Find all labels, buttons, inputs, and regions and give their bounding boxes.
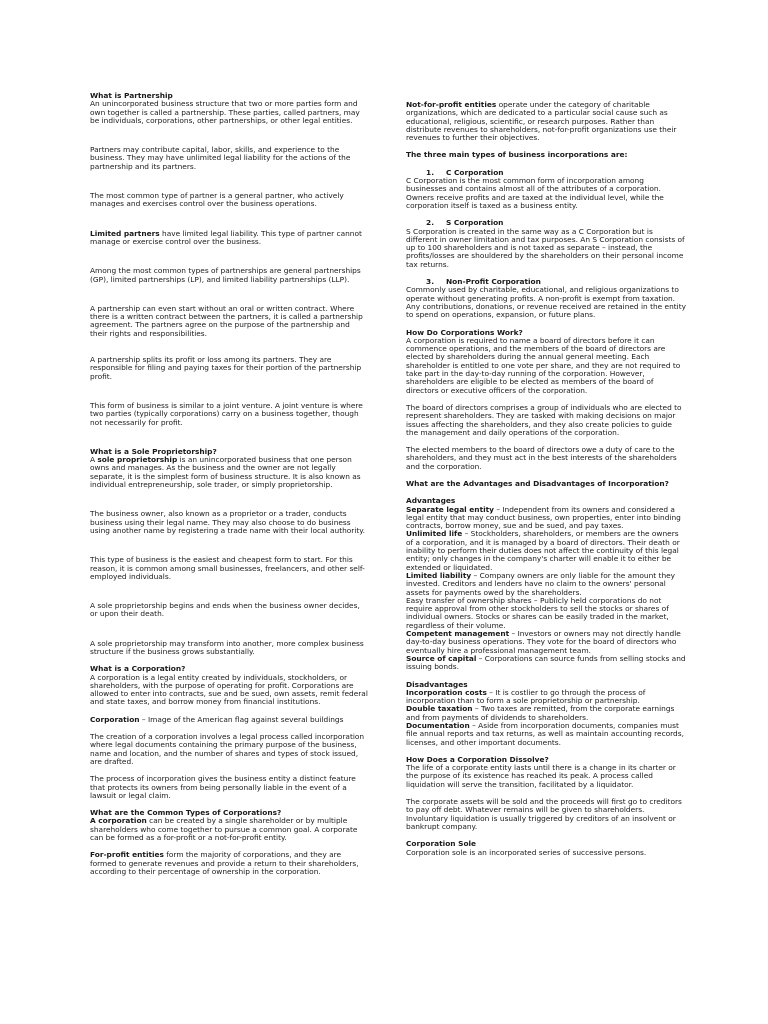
source-of-capital-term: Source of capital	[406, 653, 477, 663]
sole-paragraph-2: The business owner, also known as a proprietor or a trader, conducts business using their legal name. They may also choose to do business using another name by registering a trade name with their local authority.	[90, 509, 365, 535]
advantage-item	[406, 572, 686, 597]
left-column	[90, 92, 368, 885]
dissolve-heading: How Does a Corporation Dissolve?	[406, 754, 549, 764]
dissolve-paragraph-1: The life of a corporate entity lasts until there is a change in its charter or the purpose of its existence has reached its peak. A process called liquidation will serve the transition, facilitated by a liquidator.	[406, 763, 676, 789]
partnership-paragraph-7: A partnership splits its profit or loss among its partners. They are responsible for filing and paying taxes for their portion of the partnership profit.	[90, 355, 362, 381]
for-profit-term: For-profit entities	[90, 850, 164, 860]
partnership-paragraph-5: Among the most common types of partnerships are general partnerships (GP), limited partnerships (LP), and limited liability partnerships (LLP).	[90, 266, 361, 284]
limited-partners-paragraph	[90, 230, 368, 247]
sole-paragraph-4: A sole proprietorship begins and ends when the business owner decides, or upon their death.	[90, 601, 360, 619]
sole-proprietorship-heading: What is a Sole Proprietorship?	[90, 446, 217, 456]
for-profit-paragraph	[90, 851, 368, 876]
s-corporation-title: S Corporation	[446, 218, 504, 228]
advantages-subheading: Advantages	[406, 496, 456, 506]
s-corporation-number: 2.	[426, 218, 434, 228]
double-taxation-text: – Two taxes are remitted, from the corporate earnings and from payments of dividends to shareholders.	[406, 704, 675, 722]
dissolve-paragraph-2: The corporate assets will be sold and the proceeds will first go to creditors to pay off debt. Whatever remains will be given to shareholders. Involuntary liquidation is usually triggered by creditors of an insolvent or bankrupt company.	[406, 797, 682, 831]
separate-legal-entity-text: – Independent from its owners and considered a legal entity that may conduct business, own properties, enter into binding contracts, borrow money, sue and be sued, and pay taxes.	[406, 504, 681, 531]
corporation-paragraph-4: The process of incorporation gives the business entity a distinct feature that protects its owners from being personally liable in the event of a lawsuit or legal claim.	[90, 774, 356, 800]
how-corporations-work-section	[406, 329, 686, 395]
non-profit-title: Non-Profit Corporation	[446, 277, 541, 287]
advantages-list	[406, 497, 686, 671]
disadvantage-item	[406, 689, 686, 706]
partnership-paragraph-2: Partners may contribute capital, labor, skills, and experience to the business. They may have unlimited legal liability for the actions of the partnership and its partners.	[90, 145, 351, 171]
partnership-paragraph-3: The most common type of partner is a general partner, who actively manages and exercises control over the business operations.	[90, 191, 344, 209]
advantages-disadvantages-heading: What are the Advantages and Disadvantages of Incorporation?	[406, 478, 669, 488]
documentation-text: – Aside from incorporation documents, companies must file annual reports and tax returns, as well as maintain accounting records, licenses, and other important documents.	[406, 721, 684, 747]
right-column	[406, 101, 686, 866]
disadvantage-item	[406, 722, 686, 747]
not-for-profit-term: Not-for-profit entities	[406, 100, 497, 109]
corporation-image-text: – Image of the American flag against several buildings	[139, 714, 344, 724]
separate-legal-entity-term: Separate legal entity	[406, 504, 494, 514]
partnership-paragraph-1: An unincorporated business structure that two or more parties form and own together is called a partnership. These parties, called partners, may be individuals, corporations, other partnerships, or other legal entities.	[90, 99, 360, 125]
double-taxation-term: Double taxation	[406, 704, 473, 714]
incorporation-costs-term: Incorporation costs	[406, 687, 487, 697]
disadvantage-item	[406, 705, 686, 722]
s-corporation-text: S Corporation is created in the same way as a C Corporation but is different in owner limitation and tax purposes. An S Corporation consists of up to 100 shareholders and is not taxed as separate – instead, the profits/losses are shouldered by the shareholders on their personal income tax returns.	[406, 226, 685, 269]
corporation-paragraph-3: The creation of a corporation involves a legal process called incorporation where legal documents containing the primary purpose of the business, name and location, and the number of shares and types of stock issued, are drafted.	[90, 732, 365, 766]
sole-p1-text: is an unincorporated business that one person owns and manages. As the business and the owner are not legally separate, it is the simplest form of business structure. It is also known as individual entrepreneurship, sole trader, or simply proprietorship.	[90, 455, 361, 490]
c-corporation-title: C Corporation	[446, 167, 504, 177]
advantage-item: Easy transfer of ownership shares – Publicly held corporations do not require approval from other stockholders to sell the stocks or shares of individual owners. Stocks or shares can be easily traded in the market, regardless of their volume.	[406, 595, 669, 630]
how-work-paragraph-1: A corporation is required to name a board of directors before it can commence operations, and the members of the board of directors are elected by shareholders during the annual general meeting. Each shareholder is entitled to one vote per share, and they are not required to take part in the day-to-day running of the corporation. However, shareholders are eligible to be elected as members of the board of directors or executive officers of the corporation.	[406, 335, 681, 395]
disadvantages-list	[406, 681, 686, 747]
sole-paragraph-3: This type of business is the easiest and cheapest form to start. For this reason, it is common among small businesses, freelancers, and other self-employed individuals.	[90, 555, 365, 581]
a-corporation-text: can be created by a single shareholder or by multiple shareholders who come together to pursue a common goal. A corporate can be formed as a for-profit or a not-for-profit entity.	[90, 816, 358, 843]
partnership-heading: What is Partnership	[90, 91, 173, 100]
corporation-section	[90, 665, 368, 706]
a-corporation-term: A corporation	[90, 816, 147, 826]
sole-proprietorship-term: sole proprietorship	[97, 455, 178, 465]
source-of-capital-text: – Corporations can source funds from selling stocks and issuing bonds.	[406, 653, 686, 672]
three-types-heading: The three main types of business incorporations are:	[406, 150, 628, 160]
corporation-paragraph-1: A corporation is a legal entity created by individuals, stockholders, or shareholders, with the purpose of operating for profit. Corporations are allowed to enter into contracts, sue and be sued, own assets, remit federal and state taxes, and borrow money from financial institutions.	[90, 672, 368, 707]
advantage-item	[406, 630, 686, 655]
limited-liability-text: – Company owners are only liable for the amount they invested. Creditors and lenders have no claim to the owners' personal assets for payments owed by the shareholders.	[406, 570, 676, 597]
documentation-term: Documentation	[406, 721, 470, 730]
limited-partners-text: have limited legal liability. This type of partner cannot manage or exercise control over the business.	[90, 228, 362, 246]
sole-paragraph-5: A sole proprietorship may transform into another, more complex business structure if the business grows substantially.	[90, 638, 364, 656]
non-profit-text: Commonly used by charitable, educational, and religious organizations to operate without generating profits. A non-profit is exempt from taxation. Any contributions, donations, or revenue received are retained in the entity to spend on operations, expansion, or future plans.	[406, 285, 686, 320]
corporation-sole-heading: Corporation Sole	[406, 839, 477, 849]
how-corporations-work-heading: How Do Corporations Work?	[406, 327, 523, 337]
limited-partners-term: Limited partners	[90, 228, 160, 238]
competent-management-text: – Investors or owners may not directly handle day-to-day business operations. They vote for the board of directors who eventually hire a professional management team.	[406, 629, 681, 655]
partnership-paragraph-6: A partnership can even start without an oral or written contract. Where there is a written contract between the partners, it is called a partnership agreement. The partners agree on the purpose of the partnership and their rights and responsibilities.	[90, 303, 363, 338]
c-corporation-text: C Corporation is the most common form of incorporation among businesses and contains almost all of the attributes of a corporation. Owners receive profits and are taxed at the individual level, while the corporation itself is taxed as a business entity.	[406, 176, 664, 210]
advantage-item	[406, 655, 686, 672]
incorporation-costs-text: – It is costlier to go through the process of incorporation than to form a sole proprietorship or partnership.	[406, 687, 646, 706]
advantage-item	[406, 530, 686, 571]
unlimited-life-text: – Stockholders, shareholders, or members are the owners of a corporation, and it is managed by a board of directors. Their death or inability to perform their duties does not affect the continuity of this legal entity; only changes in the company's charter will enable it to either be extended or liquidated.	[406, 529, 680, 572]
c-corporation-number: 1.	[426, 167, 434, 177]
corporation-sole-text: Corporation sole is an incorporated series of successive persons.	[406, 847, 647, 857]
partnership-section	[90, 92, 368, 125]
not-for-profit-text: operate under the category of charitable organizations, which are dedicated to a particular social cause such as educational, religious, scientific, or research purposes. Rather than distribute revenues to shareholders, not-for-profit organizations use their revenues to further their objectives.	[406, 100, 677, 143]
corporation-heading: What is a Corporation?	[90, 664, 186, 674]
unlimited-life-term: Unlimited life	[406, 529, 463, 539]
how-work-paragraph-3: The elected members to the board of directors owe a duty of care to the shareholders, and they must act in the best interests of the shareholders and the corporation.	[406, 445, 677, 471]
sole-p1-prefix: A	[90, 455, 98, 465]
corporation-image-caption	[90, 716, 368, 724]
not-for-profit-paragraph	[406, 101, 686, 142]
advantage-item	[406, 506, 686, 531]
partnership-paragraph-8: This form of business is similar to a joint venture. A joint venture is where two parties (typically corporations) carry on a business together, though not necessarily for profit.	[90, 400, 363, 427]
competent-management-term: Competent management	[406, 629, 510, 639]
dissolve-section	[406, 756, 686, 789]
non-profit-number: 3.	[426, 277, 434, 287]
corporation-types-section	[90, 809, 368, 842]
corporation-sole-section	[406, 840, 686, 857]
for-profit-text: form the majority of corporations, and they are formed to generate revenues and provide a return to their shareholders, according to their percentage of ownership in the corporation.	[90, 850, 359, 876]
corporation-image-term: Corporation	[90, 714, 140, 724]
disadvantages-subheading: Disadvantages	[406, 679, 468, 689]
sole-proprietorship-section	[90, 448, 368, 489]
corporation-types-heading: What are the Common Types of Corporations?	[90, 808, 282, 818]
how-work-paragraph-2: The board of directors comprises a group of individuals who are elected to represent shareholders. They are tasked with making decisions on major issues affecting the shareholders, and they also create policies to guide the management and daily operations of the corporation.	[406, 402, 682, 437]
limited-liability-term: Limited liability	[406, 570, 472, 580]
